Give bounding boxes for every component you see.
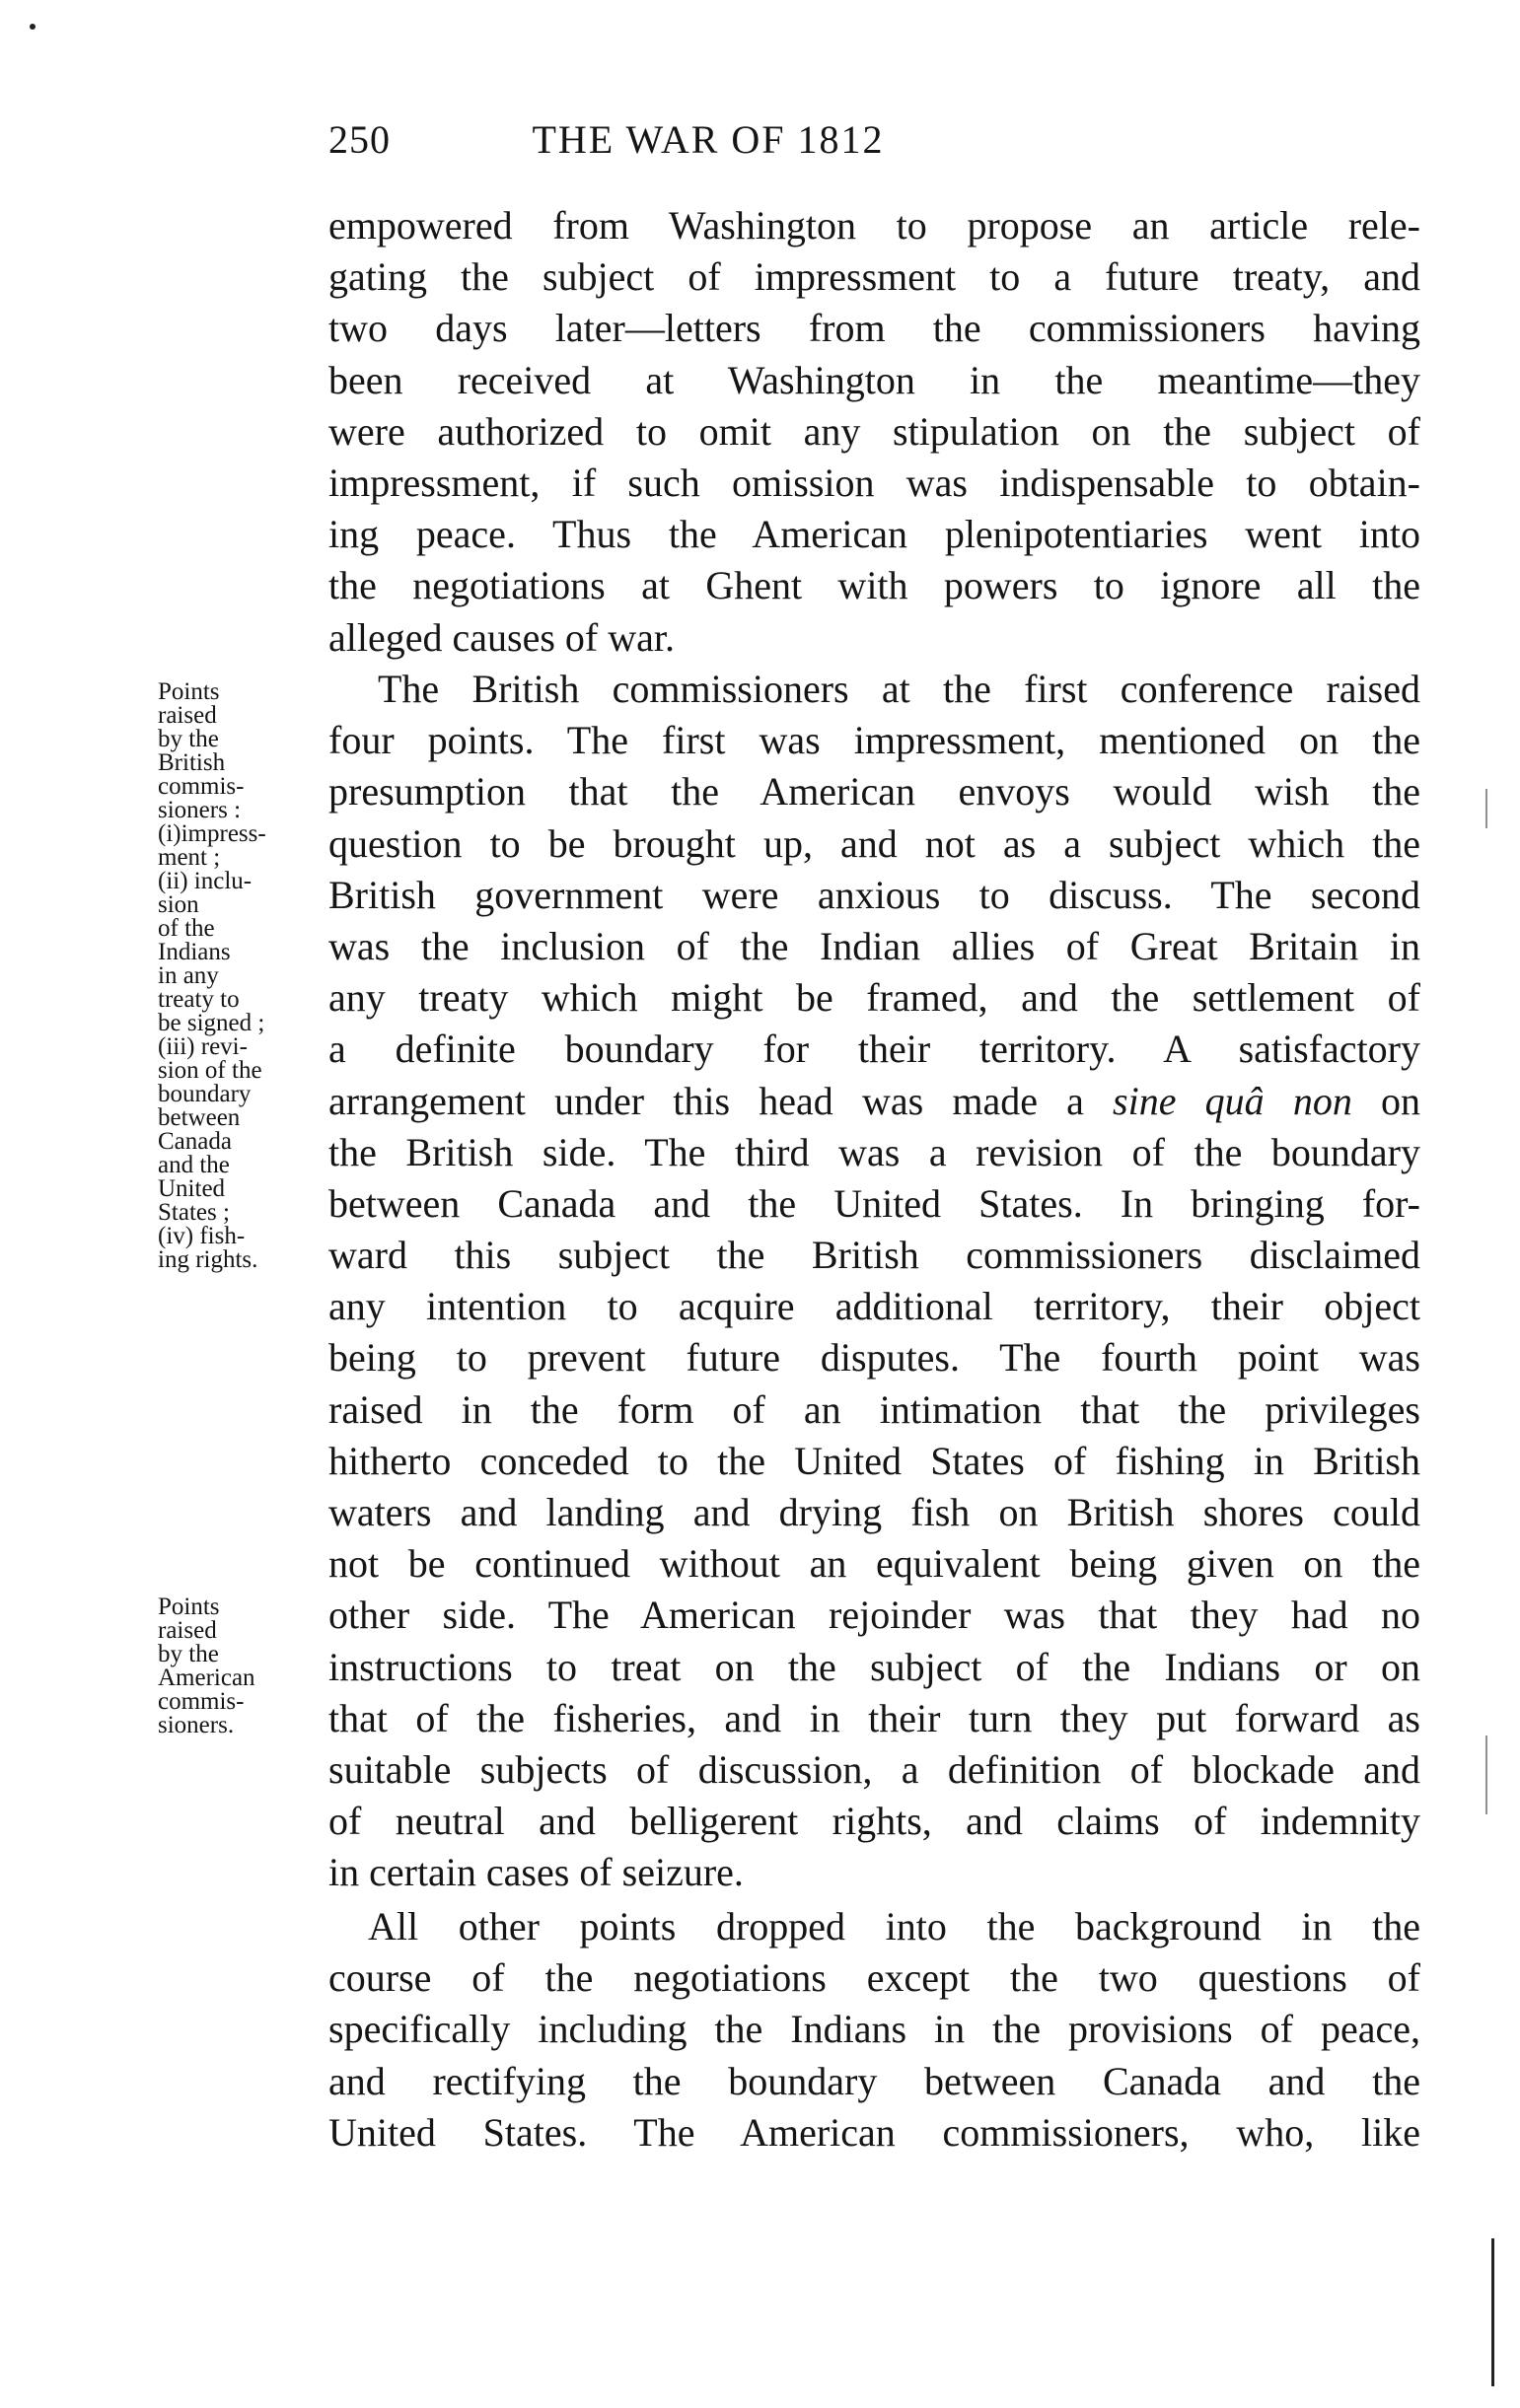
marginal-line: (iv) fish- [158,1223,246,1249]
text-line: impressment, if such omission was indispensable to obtain- [328,460,1420,505]
text-line: suitable subjects of discussion, a definition of blockade and [328,1746,1420,1792]
marginal-line: sion [158,891,199,918]
text-line: in certain cases of seizure. [328,1850,744,1895]
marginal-line: sioners. [158,1712,235,1738]
marginal-line: boundary [158,1081,252,1107]
marginal-line: be signed ; [158,1010,265,1036]
scan-edge-mark [1491,2238,1494,2386]
text-line: that of the fisheries, and in their turn they put forward as [328,1695,1420,1740]
text-line: question to be brought up, and not as a subject which the [328,820,1420,866]
page-number: 250 [328,117,391,162]
text-line: raised in the form of an intimation that the privileges [328,1386,1420,1432]
marginal-note-american-points [158,1595,326,1737]
marginal-line: sion of the [158,1057,262,1084]
text-line: been received at Washington in the meantime—they [328,357,1420,402]
text-line: United States. The American commissioners, who, like [328,2109,1420,2155]
marginal-line: raised [158,1617,217,1644]
text-line: empowered from Washington to propose an article rele- [328,203,1420,248]
text-line: were authorized to omit any stipulation on the subject of [328,408,1420,454]
text-line: between Canada and the United States. In bringing for- [328,1180,1420,1226]
text-line: other side. The American rejoinder was that they had no [328,1593,1420,1638]
marginal-line: States ; [158,1199,230,1226]
marginal-line: American [158,1664,255,1691]
marginal-note-british-points [158,680,326,1272]
text-line: the negotiations at Ghent with powers to ignore all the [328,563,1420,608]
running-title: THE WAR OF 1812 [532,117,885,162]
latin-phrase: sine quâ non [1113,1078,1352,1123]
marginal-line: (i)impress- [158,820,266,847]
text-line: ing peace. Thus the American plenipotentiaries went into [328,512,1420,557]
text-line: arrangement under this head was made a sine quâ non on [328,1078,1420,1123]
marginal-line: commis- [158,1688,245,1715]
marginal-line: sioners : [158,797,242,823]
marginal-line: United [158,1175,226,1202]
marginal-line: by the [158,1641,219,1667]
text-line: being to prevent future disputes. The fourth point was [328,1335,1420,1381]
text-line: was the inclusion of the Indian allies of Great Britain in [328,923,1420,968]
text-line: hitherto conceded to the United States of fishing in British [328,1438,1420,1483]
marginal-line: between [158,1104,241,1131]
scan-speck [30,24,36,30]
text-line: gating the subject of impressment to a future treaty, and [328,254,1420,300]
marginal-line: by the [158,726,219,752]
text-line: and rectifying the boundary between Canada and the [328,2058,1420,2103]
marginal-line: Points [158,678,220,705]
marginal-line: of the [158,915,215,942]
marginal-line: and the [158,1152,230,1178]
marginal-line: Indians [158,939,231,965]
text-line: a definite boundary for their territory. A satisfactory [328,1027,1420,1072]
text-line: The British commissioners at the first conference raised [378,667,1420,711]
text-line: instructions to treat on the subject of the Indians or on [328,1644,1420,1689]
text-line: British government were anxious to discuss. The second [328,872,1420,917]
text-line: All other points dropped into the background in the [368,1904,1420,1948]
marginal-line: in any [158,962,219,989]
paragraph-1 [328,200,1420,664]
text-line: waters and landing and drying fish on British shores could [328,1490,1420,1534]
scan-edge-mark [1485,1735,1487,1814]
text-line: two days later—letters from the commissioners having [328,306,1420,351]
marginal-line: Canada [158,1128,232,1155]
marginal-line: ment ; [158,844,221,871]
text-line: presumption that the American envoys would wish the [328,769,1420,814]
page-header [328,116,1088,176]
text-line: the British side. The third was a revision of the boundary [328,1129,1420,1174]
text-line: alleged causes of war. [328,614,675,660]
marginal-line: commis- [158,773,245,800]
paragraph-3 [328,1901,1420,2159]
text-line: any intention to acquire additional territory, their object [328,1284,1420,1329]
marginal-line: (ii) inclu- [158,868,253,894]
text-line: of neutral and belligerent rights, and claims of indemnity [328,1799,1420,1844]
marginal-line: Points [158,1594,220,1620]
marginal-line: British [158,749,226,776]
text-line: not be continued without an equivalent being given on the [328,1541,1420,1587]
text-line: any treaty which might be framed, and the settlement of [328,975,1420,1021]
marginal-line: raised [158,702,217,729]
text-line: specifically including the Indians in the provisions of peace, [328,2007,1420,2052]
text-line: course of the negotiations except the two questions of [328,1955,1420,2001]
scan-edge-mark [1485,789,1487,828]
text-line: ward this subject the British commissioners disclaimed [328,1233,1420,1278]
marginal-line: ing rights. [158,1246,258,1273]
text-line: four points. The first was impressment, mentioned on the [328,718,1420,763]
marginal-line: treaty to [158,986,240,1013]
marginal-line: (iii) revi- [158,1033,248,1060]
paragraph-2 [328,664,1420,1899]
